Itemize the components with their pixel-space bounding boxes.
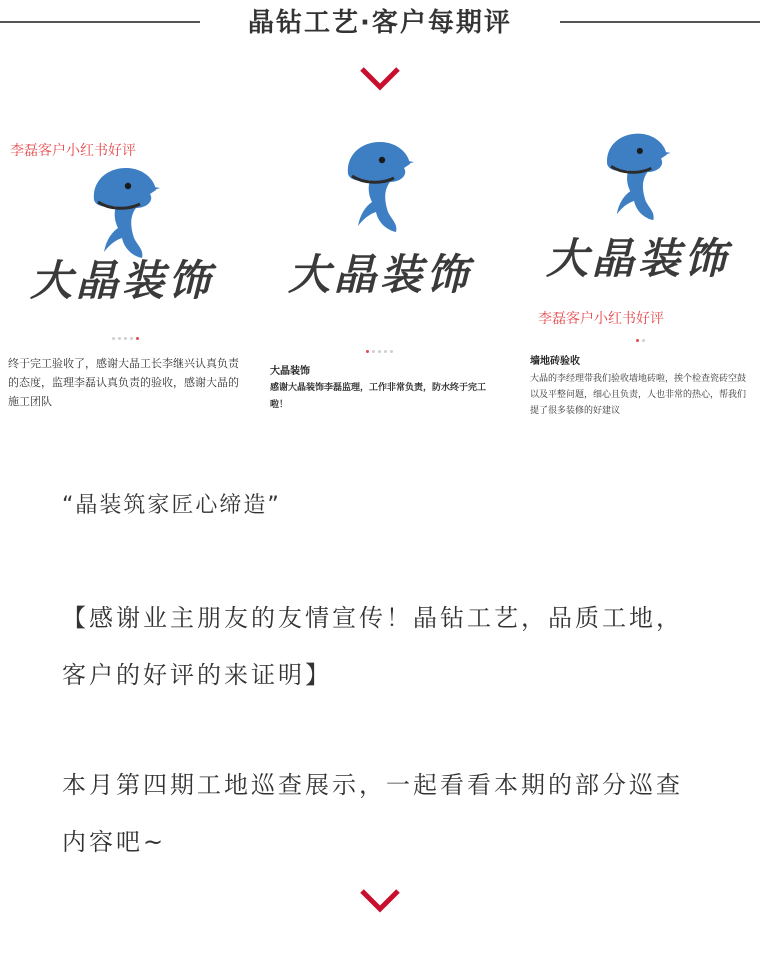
header-divider-right [560,21,760,23]
carousel-dot [124,337,127,340]
page-title: 晶钻工艺·客户每期评 [248,8,512,38]
review-card-1 [0,126,244,426]
carousel-dot-active [136,337,139,340]
carousel-dot [112,337,115,340]
review-source-tag: 李磊客户小红书好评 [10,143,136,159]
dolphin-logo-icon [84,160,164,260]
section-header [0,0,760,50]
review-text: 大晶的李经理带我们验收墙地砖啦，挨个检查瓷砖空鼓以及平整问题，细心且负责，人也非常的热心，帮我们提了很多装修的好建议 [530,374,747,416]
thanks-paragraph: 【感谢业主朋友的友情宣传！晶钻工艺，品质工地，客户的好评的来证明】 [62,604,683,689]
carousel-dots [366,350,393,353]
dolphin-logo-icon [596,126,676,222]
brand-logo-text: 大晶装饰 [287,250,472,299]
carousel-dot-active [636,339,639,342]
carousel-dot [642,339,645,342]
carousel-dot-active [366,350,369,353]
review-text: 感谢大晶装饰李磊监理，工作非常负责，防水终于完工啦！ [270,383,487,410]
carousel-dot [130,337,133,340]
carousel-dot [384,350,387,353]
brand-logo-text: 大晶装饰 [545,234,730,283]
header-divider-left [0,21,200,23]
review-source-tag: 李磊客户小红书好评 [538,311,664,327]
carousel-dot [378,350,381,353]
inspection-intro-paragraph: 本月第四期工地巡查展示，一起看看本期的部分巡查内容吧~ [62,771,683,856]
chevron-down-icon [359,888,401,914]
review-title: 墙地砖验收 [530,356,580,367]
carousel-dot [390,350,393,353]
chevron-down-icon [359,66,401,92]
review-title: 大晶装饰 [270,366,310,377]
carousel-dot [118,337,121,340]
carousel-dots [636,339,645,342]
dolphin-logo-icon [338,132,418,236]
review-card-3 [516,126,760,426]
review-cards [0,126,760,426]
carousel-dots [112,337,139,340]
slogan-quote: “晶装筑家匠心缔造” [62,493,281,518]
review-card-2 [258,126,502,426]
review-text: 终于完工验收了，感谢大晶工长李继兴认真负责的态度，监理李磊认真负责的验收，感谢大晶的施工团队 [8,357,239,408]
brand-logo-text: 大晶装饰 [29,256,214,305]
carousel-dot [372,350,375,353]
